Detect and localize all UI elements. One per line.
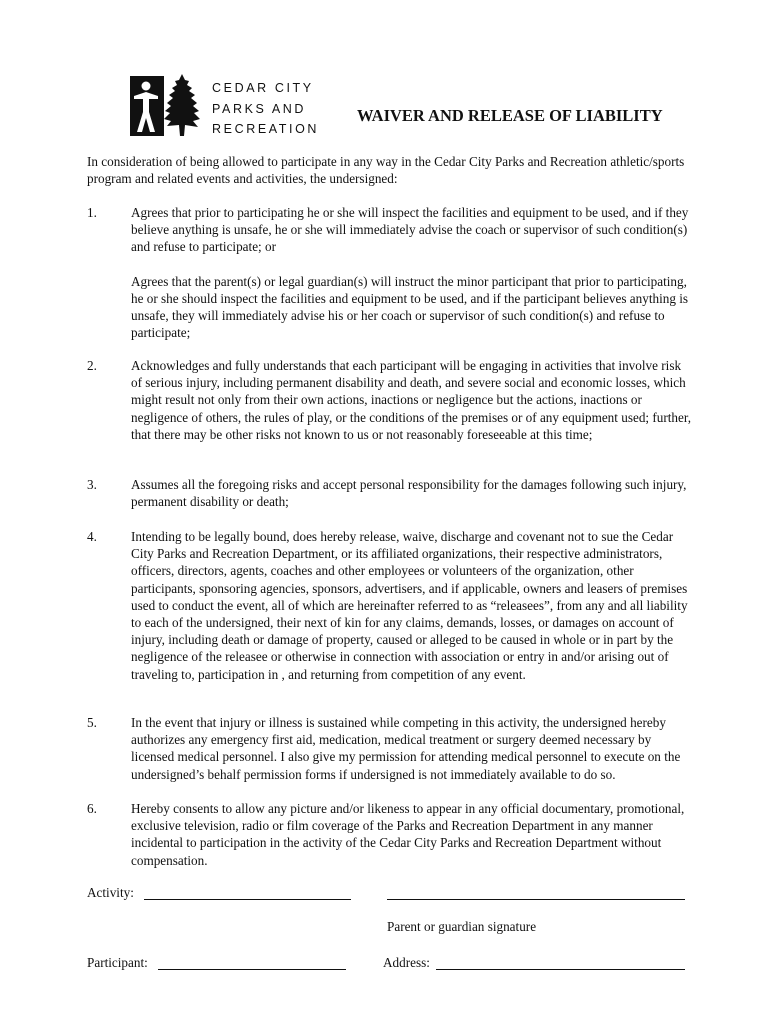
clause-2 [87, 357, 692, 443]
clause-text: Assumes all the foregoing risks and accept personal responsibility for the damages following such injury, permanent disability or death; [131, 477, 687, 510]
intro-paragraph: In consideration of being allowed to participate in any way in the Cedar City Parks and Recreation athletic/sports program and related events and activities, the undersigned: [87, 154, 685, 187]
clause-5 [87, 714, 692, 783]
clause-number: 5. [87, 715, 97, 730]
participant-label: Participant: [87, 955, 148, 970]
tree-figure-logo-icon [130, 72, 202, 138]
clause-number: 4. [87, 529, 97, 544]
document-title: WAIVER AND RELEASE OF LIABILITY [357, 106, 663, 125]
cedar-city-logo [130, 72, 320, 142]
logo-line-3: RECREATION [212, 122, 320, 136]
clause-text: Intending to be legally bound, does hereby release, waive, discharge and covenant not to sue the Cedar City Parks and Recreation Department, or its affiliated organizations, their respective administrators, officers, directors, agents, coaches and other employees or volunteers of the organization, other participants, sponsoring agencies, sponsors, advertisers, and if applicable, owners and leasers of premises used to conduct the event, all of which are hereinafter referred to as “releasees”, from any and all liability to each of the undersigned, their next of kin for any claims, demands, losses, or damages on account of injury, including death or damage of property, caused or alleged to be caused in whole or in part by the negligence of the releasee or otherwise in connection with association or entry in and/or arising out of traveling to, participation in , and returning from competition of any event. [131, 529, 688, 682]
activity-label: Activity: [87, 885, 134, 900]
clause-text: Hereby consents to allow any picture and/or likeness to appear in any official documentary, promotional, exclusive television, radio or film coverage of the Parks and Recreation Department in any manner incidental to participation in the activity of the Cedar City Parks and Recreation Department without compensation. [131, 801, 685, 868]
logo-line-2: PARKS AND [212, 101, 307, 116]
parent-signature-label: Parent or guardian signature [387, 919, 537, 934]
clause-1 [87, 204, 692, 341]
clause-3 [87, 476, 692, 510]
address-label: Address: [383, 955, 430, 970]
clause-text: Acknowledges and fully understands that each participant will be engaging in activities that involve risk of serious injury, including permanent disability and death, and severe social and economic losses, which might result not only from their own actions, inactions or negligence but the actions, inactions or negligence of others, the rules of play, or the conditions of the premises or of any equipment used; further, that there may be other risks not known to us or not reasonably foreseeable at this time; [131, 358, 692, 442]
clause-4 [87, 528, 692, 683]
clause-text: Agrees that the parent(s) or legal guardian(s) will instruct the minor participant that prior to participating, he or she should inspect the facilities and equipment to be used, and if the participant believes anything is unsafe, they will immediately advise his or her coach or supervisor of such condition(s) and refuse to participate; [131, 273, 689, 341]
logo-wordmark [212, 78, 319, 140]
clause-number: 2. [87, 358, 97, 373]
activity-field-line[interactable] [144, 899, 351, 900]
clause-number: 6. [87, 801, 97, 816]
participant-field-line[interactable] [158, 969, 346, 970]
parent-signature-line[interactable] [387, 899, 685, 900]
clause-number: 1. [87, 205, 97, 220]
clause-text: Agrees that prior to participating he or she will inspect the facilities and equipment to be used, and if they believe anything is unsafe, he or she will immediately advise the coach or supervisor of such condition(s) and refuse to participate; or [131, 205, 689, 255]
clause-text: In the event that injury or illness is sustained while competing in this activity, the undersigned hereby authorizes any emergency first aid, medication, medical treatment or surgery deemed necessary by licensed medical personnel. I also give my permission for attending medical personnel to execute on the undersigned’s behalf permission forms if undersigned is not immediately available to do so. [131, 715, 681, 782]
address-field-line[interactable] [436, 969, 685, 970]
clause-6 [87, 800, 692, 869]
clause-number: 3. [87, 477, 97, 492]
logo-line-1: CEDAR CITY [212, 81, 314, 95]
